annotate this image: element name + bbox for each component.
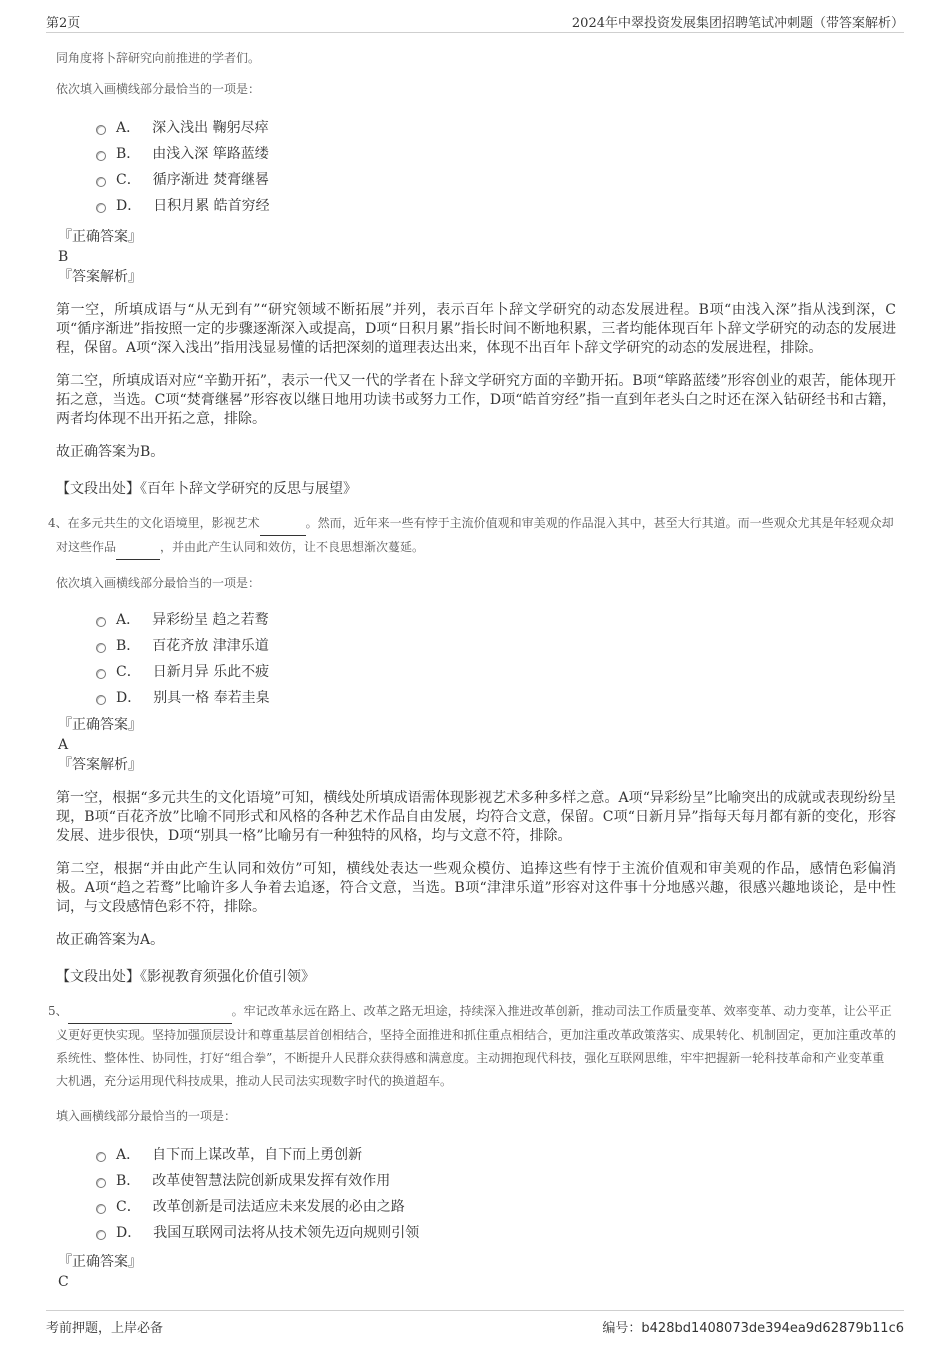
option-a[interactable]: A． 深入浅出 鞠躬尽瘁 (96, 115, 896, 141)
analysis-paragraph: 第一空，根据“多元共生的文化语境”可知，横线处所填成语需体现影视艺术多种多样之意。A项“异彩纷呈”比喻突出的成就或表现纷纷呈现，B项“百花齐放”比喻不同形式和风格的各种艺术作品自由发展，均符合文意，保留。C项“日新月异”指每天每月都有新的变化，形容发展、进步很快，D项“别具一格”比喻另有一种独特的风格，均与文意不符，排除。 (56, 790, 896, 844)
radio-icon[interactable] (96, 151, 106, 161)
page-number: 第2页 (46, 16, 81, 31)
fill-blank (260, 512, 306, 536)
q3-tail: 同角度将卜辞研究向前推进的学者们。 (56, 51, 261, 65)
q3-prompt: 依次填入画横线部分最恰当的一项是： (56, 82, 261, 96)
document-body (48, 44, 897, 1292)
answer-value: C (58, 1274, 69, 1290)
option-c[interactable]: C． 改革创新是司法适应未来发展的必由之路 (96, 1194, 896, 1220)
option-b[interactable]: B． 由浅入深 筚路蓝缕 (96, 141, 896, 167)
page-header (46, 10, 904, 33)
q5-text: 5、 。牢记改革永远在路上、改革之路无坦途，持续深入推进改革创新，推动司法工作质量变革、效率变革、动力变革，让公平正义更好更快实现。坚持加强顶层设计和尊重基层首创相结合，坚持全面推进和抓住重点相结合，更加注重改革政策落实、成果转化、机制固定，更加注重改革的系统性、整体性、协同性，打好“组合拳”，不断提升人民群众获得感和满意度。主动拥抱现代科技，强化互联网思维，牢牢把握新一轮科技革命和产业变革重大机遇，充分运用现代科技成果，推动人民司法实现数字时代的换道超车。 (56, 1000, 896, 1093)
analysis-paragraph: 第一空，所填成语与“从无到有”“研究领域不断拓展”并列，表示百年卜辞文学研究的动态发展进程。B项“由浅入深”指从浅到深，C项“循序渐进”指按照一定的步骤逐渐深入或提高，D项“日积月累”指长时间不断地积累，三者均能体现百年卜辞文学研究的动态的发展进程，保留。A项“深入浅出”指用浅显易懂的话把深刻的道理表达出来，体现不出百年卜辞文学研究的动态的发展进程，排除。 (56, 302, 896, 356)
option-b[interactable]: B． 改革使智慧法院创新成果发挥有效作用 (96, 1168, 896, 1194)
radio-icon[interactable] (96, 1230, 106, 1240)
document-code: 编号：b428bd1408073de394ea9d62879b11c6 (602, 1321, 904, 1336)
answer-label: 『正确答案』 (58, 229, 142, 245)
analysis-label: 『答案解析』 (58, 757, 142, 773)
analysis-paragraph: 第二空，所填成语对应“辛勤开拓”，表示一代又一代的学者在卜辞文学研究方面的辛勤开拓。B项“筚路蓝缕”形容创业的艰苦，能体现开拓之意，当选。C项“焚膏继晷”形容夜以继日地用功读书或努力工作，D项“皓首穷经”指一直到年老头白之时还在深入钻研经书和古籍，两者均体现不出开拓之意，排除。 (56, 373, 896, 427)
document-title: 2024年中翠投资发展集团招聘笔试冲刺题（带答案解析） (571, 16, 904, 31)
analysis-label: 『答案解析』 (58, 269, 142, 285)
q4-options (56, 607, 896, 711)
radio-icon[interactable] (96, 1204, 106, 1214)
analysis-conclusion: 故正确答案为A。 (56, 932, 165, 948)
q3-options (56, 115, 896, 219)
option-d[interactable]: D． 别具一格 奉若圭臬 (96, 685, 896, 711)
answer-value: A (58, 737, 69, 753)
source-citation: 【文段出处】《影视教育须强化价值引领》 (56, 969, 315, 985)
radio-icon[interactable] (96, 203, 106, 213)
radio-icon[interactable] (96, 643, 106, 653)
option-d[interactable]: D． 我国互联网司法将从技术领先迈向规则引领 (96, 1220, 896, 1246)
answer-value: B (58, 249, 69, 265)
analysis-paragraph: 第二空，根据“并由此产生认同和效仿”可知，横线处表达一些观众模仿、追捧这些有悖于主流价值观和审美观的作品，感情色彩偏消极。A项“趋之若鹜”比喻许多人争着去追逐，符合文意，当选。B项“津津乐道”形容对这件事十分地感兴趣，很感兴趣地谈论，是中性词，与文段感情色彩不符，排除。 (56, 861, 896, 915)
fill-blank (116, 536, 160, 560)
q4-prompt: 依次填入画横线部分最恰当的一项是： (56, 576, 261, 590)
radio-icon[interactable] (96, 1152, 106, 1162)
radio-icon[interactable] (96, 617, 106, 627)
option-a[interactable]: A． 自下而上谋改革，自下而上勇创新 (96, 1142, 896, 1168)
q5-prompt: 填入画横线部分最恰当的一项是： (56, 1109, 237, 1123)
option-c[interactable]: C． 日新月异 乐此不疲 (96, 659, 896, 685)
option-b[interactable]: B． 百花齐放 津津乐道 (96, 633, 896, 659)
footer-slogan: 考前押题，上岸必备 (46, 1321, 164, 1336)
answer-label: 『正确答案』 (58, 1254, 142, 1270)
q5-options (56, 1142, 896, 1246)
radio-icon[interactable] (96, 695, 106, 705)
page-footer (46, 1310, 904, 1339)
q4-text: 4、在多元共生的文化语境里，影视艺术 。然而，近年来一些有悖于主流价值观和审美观的作品混入其中，甚至大行其道。而一些观众尤其是年轻观众却对这些作品 ，并由此产生认同和效仿，让不良思想渐次蔓延。 (56, 512, 896, 560)
option-a[interactable]: A． 异彩纷呈 趋之若鹜 (96, 607, 896, 633)
source-citation: 【文段出处】《百年卜辞文学研究的反思与展望》 (56, 481, 357, 497)
radio-icon[interactable] (96, 669, 106, 679)
radio-icon[interactable] (96, 125, 106, 135)
analysis-conclusion: 故正确答案为B。 (56, 444, 165, 460)
option-c[interactable]: C． 循序渐进 焚膏继晷 (96, 167, 896, 193)
fill-blank (68, 1000, 232, 1024)
radio-icon[interactable] (96, 1178, 106, 1188)
option-d[interactable]: D． 日积月累 皓首穷经 (96, 193, 896, 219)
radio-icon[interactable] (96, 177, 106, 187)
answer-label: 『正确答案』 (58, 717, 142, 733)
